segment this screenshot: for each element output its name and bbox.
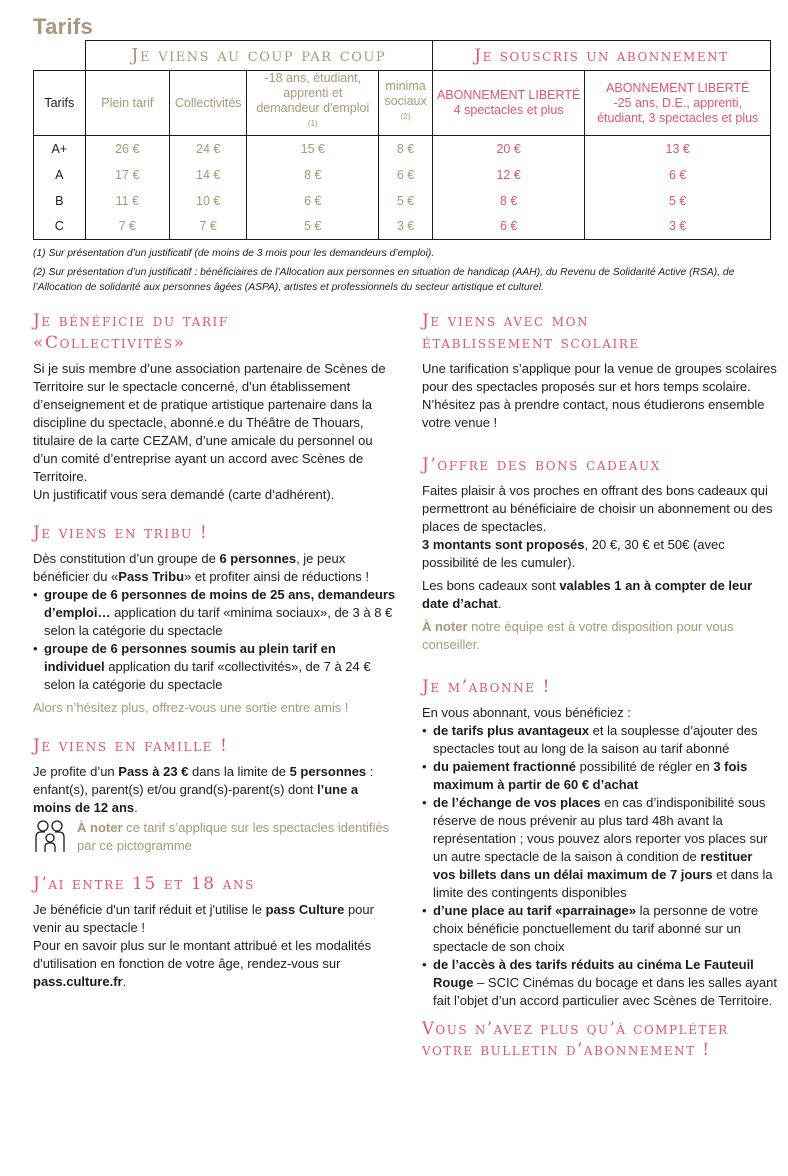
famille-note: À noter ce tarif s’applique sur les spectacles identifiés par ce pictogramme xyxy=(33,819,398,855)
list-item: • groupe de 6 personnes soumis au plein tarif en individuel application du tarif «collectivités», de 7 à 24 € selon la catégorie du spectacle xyxy=(33,640,398,694)
cell-price: 6 € xyxy=(432,214,585,240)
section-jeunes xyxy=(33,873,398,991)
cell-price: 6 € xyxy=(247,188,379,214)
row-category: A xyxy=(34,162,86,188)
section-title: J’ai entre 15 et 18 ans xyxy=(33,874,255,894)
list-item: • de l’accès à des tarifs réduits au cinéma Le Fauteuil Rouge – SCIC Cinémas du bocage et dans les salles ayant fait l’objet d’un accord particulier avec Scènes de Territoire. xyxy=(422,956,777,1010)
column-header-minima-sociaux: minima sociaux $^{(2)}$ xyxy=(379,71,433,136)
section-title: Je viens avec mon établissement scolaire xyxy=(422,311,640,353)
cadeaux-note: À noter notre équipe est à votre disposition pour vous conseiller. xyxy=(422,619,734,652)
cell-price: 7 € xyxy=(85,214,170,240)
cell-price: 26 € xyxy=(85,136,170,162)
table-row xyxy=(34,162,771,188)
section-cadeaux: J’offre des bons cadeaux Faites plaisir à vos proches en offrant des bons cadeaux qui permettront au bénéficiaire de choisir un abonnement ou des places de spectacles. 3 montants sont proposés, 20 €, 30 € et 50€ (avec possibilité de les cumuler). Les bons cadeaux sont valables 1 an à compter de leur date d’achat. À noter notre équipe est à votre disposition pour vous conseiller. xyxy=(422,454,777,654)
pass-culture-link[interactable]: pass.culture.fr xyxy=(33,974,123,989)
abonne-list xyxy=(422,722,777,1010)
section-tribu xyxy=(33,522,398,717)
cell-price: 13 € xyxy=(585,136,771,162)
group-header-row xyxy=(34,41,771,71)
cell-price: 8 € xyxy=(247,162,379,188)
cell-price: 3 € xyxy=(585,214,771,240)
section-body: Faites plaisir à vos proches en offrant des bons cadeaux qui permettront au bénéficiaire de choisir un abonnement ou des places de spectacles. 3 montants sont proposés, 20 €, 30 € et 50€ (avec possibilité de les cumuler). xyxy=(422,483,773,570)
cell-price: 17 € xyxy=(85,162,170,188)
cell-price: 24 € xyxy=(170,136,247,162)
column-header-category: Tarifs xyxy=(34,71,86,136)
section-title: Je viens en tribu ! xyxy=(33,523,209,543)
list-item: • de l’échange de vos places en cas d’indisponibilité sous réserve de nous prévenir au plus tard 48h avant la représentation ; vous pouvez alors reporter vos places sur un autre spectacle de la saison à condition de restituer vos billets dans un délai maximum de 7 jours et dans la limite des contingents disponibles xyxy=(422,794,777,902)
column-header-row xyxy=(34,71,771,136)
cell-price: 11 € xyxy=(85,188,170,214)
section-title: Je bénéficie du tarif «Collectivités» xyxy=(33,311,229,353)
cell-price: 5 € xyxy=(585,188,771,214)
left-column xyxy=(33,310,398,1009)
cell-price: 6 € xyxy=(585,162,771,188)
section-body: Une tarification s’applique pour la venue de groupes scolaires pour des spectacles proposés sur et hors temps scolaire. N’hésitez pas à prendre contact, nous étudierons ensemble votre venue ! xyxy=(422,361,777,430)
section-scolaire xyxy=(422,310,777,432)
section-title: Je m’abonne ! xyxy=(422,677,552,697)
cell-price: 3 € xyxy=(379,214,433,240)
tarifs-table xyxy=(33,40,771,240)
closing-call-to-action: Vous n’avez plus qu’à compléter votre bulletin d’abonnement ! xyxy=(422,1019,729,1059)
cell-price: 5 € xyxy=(247,214,379,240)
cell-price: 15 € xyxy=(247,136,379,162)
cell-price: 6 € xyxy=(379,162,433,188)
section-body: Je profite d’un Pass à 23 € dans la limite de 5 personnes : enfant(s), parent(s) et/ou grand(s)-parent(s) dont l’une a moins de 12 ans. xyxy=(33,764,374,815)
list-item: • de tarifs plus avantageux et la souplesse d’ajouter des spectacles tout au long de la saison au tarif abonné xyxy=(422,722,777,758)
cell-price: 8 € xyxy=(432,188,585,214)
tribu-list xyxy=(33,586,398,694)
table-row xyxy=(34,214,771,240)
cell-price: 5 € xyxy=(379,188,433,214)
cell-price: 12 € xyxy=(432,162,585,188)
page-title: Tarifs xyxy=(33,14,94,39)
family-pictogram-icon xyxy=(33,819,69,853)
tribu-note: Alors n’hésitez plus, offrez-vous une sortie entre amis ! xyxy=(33,700,349,715)
column-header-reduit: -18 ans, étudiant, apprenti et demandeur d'emploi $^{(1)}$ xyxy=(247,71,379,136)
column-header-collectivites: Collectivités xyxy=(170,71,247,136)
section-body: Dès constitution d’un groupe de 6 personnes, je peux bénéficier du «Pass Tribu» et profiter ainsi de réductions ! xyxy=(33,551,370,584)
list-item: • d’une place au tarif «parrainage» la personne de votre choix bénéficie ponctuellement du tarif abonné sur un spectacle de son choix xyxy=(422,902,777,956)
row-category: C xyxy=(34,214,86,240)
right-column xyxy=(422,310,777,1078)
section-abonne xyxy=(422,676,777,1060)
cell-price: 14 € xyxy=(170,162,247,188)
section-famille xyxy=(33,735,398,855)
row-category: B xyxy=(34,188,86,214)
cell-price: 20 € xyxy=(432,136,585,162)
group-header-subscription: Je souscris un abonnement xyxy=(432,41,770,71)
list-item: • groupe de 6 personnes de moins de 25 ans, demandeurs d’emploi… application du tarif «minima sociaux», de 3 à 8 € selon la catégorie du spectacle xyxy=(33,586,398,640)
section-body: Si je suis membre d’une association partenaire de Scènes de Territoire sur le spectacle concerné, d’un établissement d’enseignement et de pratique artistique partenaire dans la discipline du spectacle, abonné.e du Théâtre de Thouars, titulaire de la carte CEZAM, d’une amicale du personnel ou d’un comité d’entreprise ayant un accord avec Scènes de Territoire. Un justificatif vous sera demandé (carte d’adhérent). xyxy=(33,361,386,502)
column-header-abonnement-jeune: ABONNEMENT LIBERTÉ -25 ans, D.E., apprenti, étudiant, 3 spectacles et plus xyxy=(585,71,771,136)
list-item: • du paiement fractionné possibilité de régler en 3 fois maximum à partir de 60 € d’achat xyxy=(422,758,777,794)
group-header-single: Je viens au coup par coup xyxy=(85,41,432,71)
column-header-plein-tarif: Plein tarif xyxy=(85,71,170,136)
section-body: Je bénéficie d'un tarif réduit et j'utilise le pass Culture pour venir au spectacle ! Pour en savoir plus sur le montant attribué et les modalités d'utilisation en fonction de votre âge, rendez-vous sur pass.culture.fr. xyxy=(33,902,374,989)
cell-price: 7 € xyxy=(170,214,247,240)
footnote-1: (1) Sur présentation d’un justificatif (de moins de 3 mois pour les demandeurs d’emploi). xyxy=(33,248,435,259)
column-header-abonnement-4: ABONNEMENT LIBERTÉ 4 spectacles et plus xyxy=(432,71,585,136)
table-row xyxy=(34,136,771,162)
section-body: En vous abonnant, vous bénéficiez : xyxy=(422,705,631,720)
table-footnotes xyxy=(33,246,773,299)
footnote-2: (2) Sur présentation d’un justificatif : bénéficiaires de l’Allocation aux personnes en situation de handicap (AAH), du Revenu de Solidarité Active (RSA), de l’Allocation de solidarité aux personnes âgées (ASPA), artistes et professionnels du secteur artistique et culturel. xyxy=(33,267,735,293)
section-title: Je viens en famille ! xyxy=(33,736,229,756)
cell-price: 10 € xyxy=(170,188,247,214)
section-collectivites xyxy=(33,310,398,504)
cell-price: 8 € xyxy=(379,136,433,162)
section-title: J’offre des bons cadeaux xyxy=(422,455,661,475)
table-row xyxy=(34,188,771,214)
row-category: A+ xyxy=(34,136,86,162)
